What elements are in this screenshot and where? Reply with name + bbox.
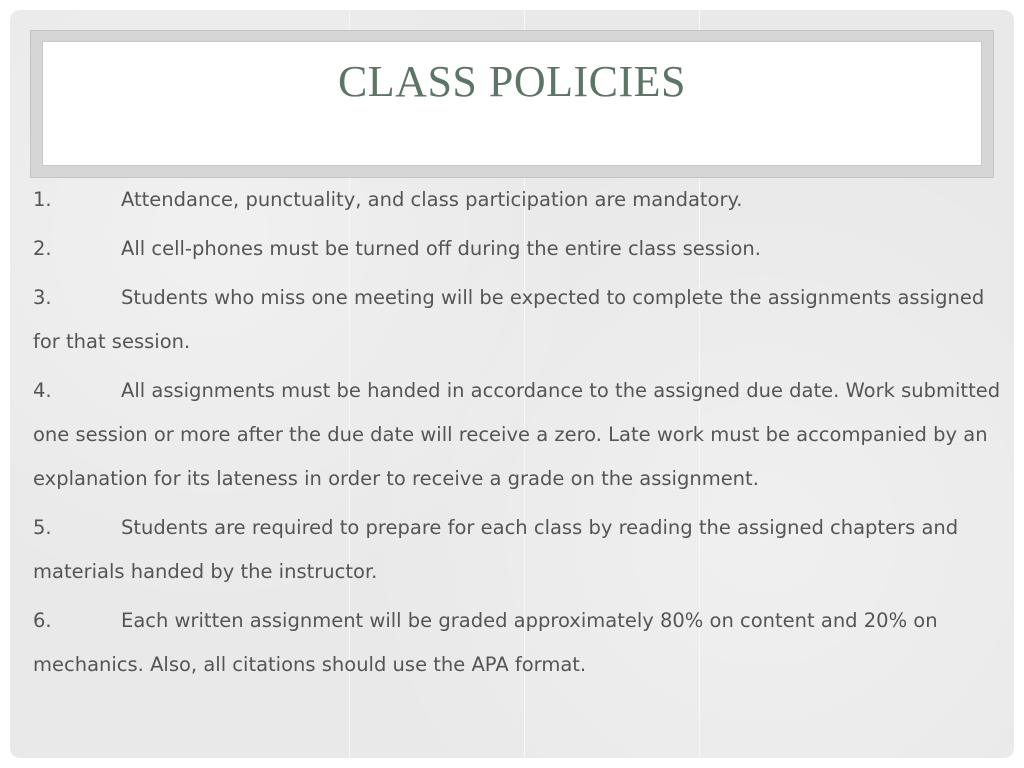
policy-number: 3. — [33, 286, 52, 309]
policy-item — [33, 369, 1008, 501]
policy-text: Students who miss one meeting will be expected to complete the assignments assigned for that session. — [33, 286, 985, 353]
policy-item — [33, 227, 1008, 271]
policy-item — [33, 506, 1008, 594]
policy-item — [33, 599, 1008, 687]
policy-number: 6. — [33, 609, 52, 632]
slide — [10, 10, 1014, 758]
policy-number: 2. — [33, 237, 52, 260]
policy-text: Students are required to prepare for each class by reading the assigned chapters and materials handed by the instructor. — [33, 516, 959, 583]
policy-text: Each written assignment will be graded approximately 80% on content and 20% on mechanics. Also, all citations should use the APA format. — [33, 609, 938, 676]
policy-item — [33, 178, 1008, 222]
policy-text: All cell-phones must be turned off during the entire class session. — [121, 237, 761, 260]
policy-number: 5. — [33, 516, 52, 539]
slide-title: CLASS POLICIES — [337, 57, 687, 106]
policy-text: Attendance, punctuality, and class participation are mandatory. — [121, 188, 743, 211]
title-box — [42, 41, 982, 166]
policy-number: 1. — [33, 188, 52, 211]
policy-list — [33, 178, 1008, 692]
title-frame — [30, 30, 994, 178]
policy-item — [33, 276, 1008, 364]
policy-number: 4. — [33, 379, 52, 402]
policy-text: All assignments must be handed in accordance to the assigned due date. Work submitted one session or more after the due date will receive a zero. Late work must be accompanied by an explanation for its lateness in order to receive a grade on the assignment. — [33, 379, 1001, 490]
